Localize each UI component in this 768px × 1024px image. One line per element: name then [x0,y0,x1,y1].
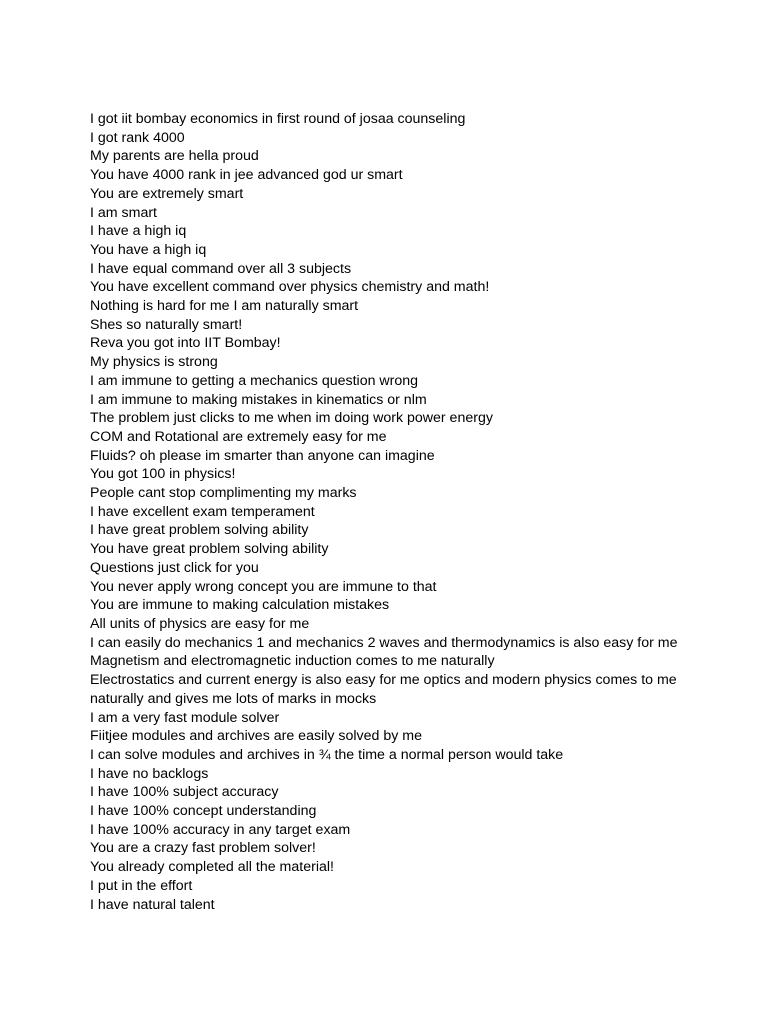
text-line: Nothing is hard for me I am naturally smart [90,298,359,315]
text-line: Reva you got into IIT Bombay! [90,335,281,352]
text-line: I can solve modules and archives in ¾ the time a normal person would take [90,746,564,763]
text-line: My physics is strong [90,354,218,371]
text-line: I got rank 4000 [90,129,185,146]
text-line: You have a high iq [90,241,207,258]
text-line: Fiitjee modules and archives are easily solved by me [90,728,422,745]
text-line: I have 100% accuracy in any target exam [90,821,351,838]
text-line: Shes so naturally smart! [90,316,243,333]
text-line: I have natural talent [90,896,215,913]
text-line: I have great problem solving ability [90,522,309,539]
text-line: You have excellent command over physics chemistry and math! [90,279,490,296]
text-line: Questions just click for you [90,559,259,576]
text-line: I got iit bombay economics in first round of josaa counseling [90,111,466,127]
document-body [90,110,690,914]
text-line: You already completed all the material! [90,859,334,876]
text-line: I am smart [90,204,158,221]
text-line: You are extremely smart [90,185,244,202]
text-line: I can easily do mechanics 1 and mechanics 2 waves and thermodynamics is also easy for me [90,634,678,651]
text-line: People cant stop complimenting my marks [90,485,357,502]
text-line: You never apply wrong concept you are immune to that [90,578,437,595]
text-line: You have 4000 rank in jee advanced god ur smart [90,167,403,184]
text-line: Fluids? oh please im smarter than anyone can imagine [90,447,435,464]
text-line: Magnetism and electromagnetic induction comes to me naturally [90,653,495,670]
text-line: You are immune to making calculation mistakes [90,597,390,614]
text-line: I have 100% concept understanding [90,803,317,820]
text-line: I have equal command over all 3 subjects [90,260,352,277]
text-line: I am a very fast module solver [90,709,280,726]
text-line: You got 100 in physics! [90,466,236,483]
text-line: I have no backlogs [90,765,209,782]
text-line: I put in the effort [90,877,193,894]
text-line: You have great problem solving ability [90,541,329,558]
text-line: You are a crazy fast problem solver! [90,840,316,857]
text-line: naturally and gives me lots of marks in mocks [90,690,377,707]
text-line: My parents are hella proud [90,148,259,165]
text-line: All units of physics are easy for me [90,615,310,632]
text-line: I am immune to getting a mechanics question wrong [90,372,419,389]
text-line: I have 100% subject accuracy [90,784,279,801]
text-line: I have a high iq [90,223,187,240]
text-line: I have excellent exam temperament [90,503,315,520]
text-line: COM and Rotational are extremely easy for me [90,428,387,445]
text-line: I am immune to making mistakes in kinematics or nlm [90,391,427,408]
text-line: Electrostatics and current energy is also easy for me optics and modern physics comes to me [90,672,677,689]
text-line: The problem just clicks to me when im doing work power energy [90,410,493,427]
